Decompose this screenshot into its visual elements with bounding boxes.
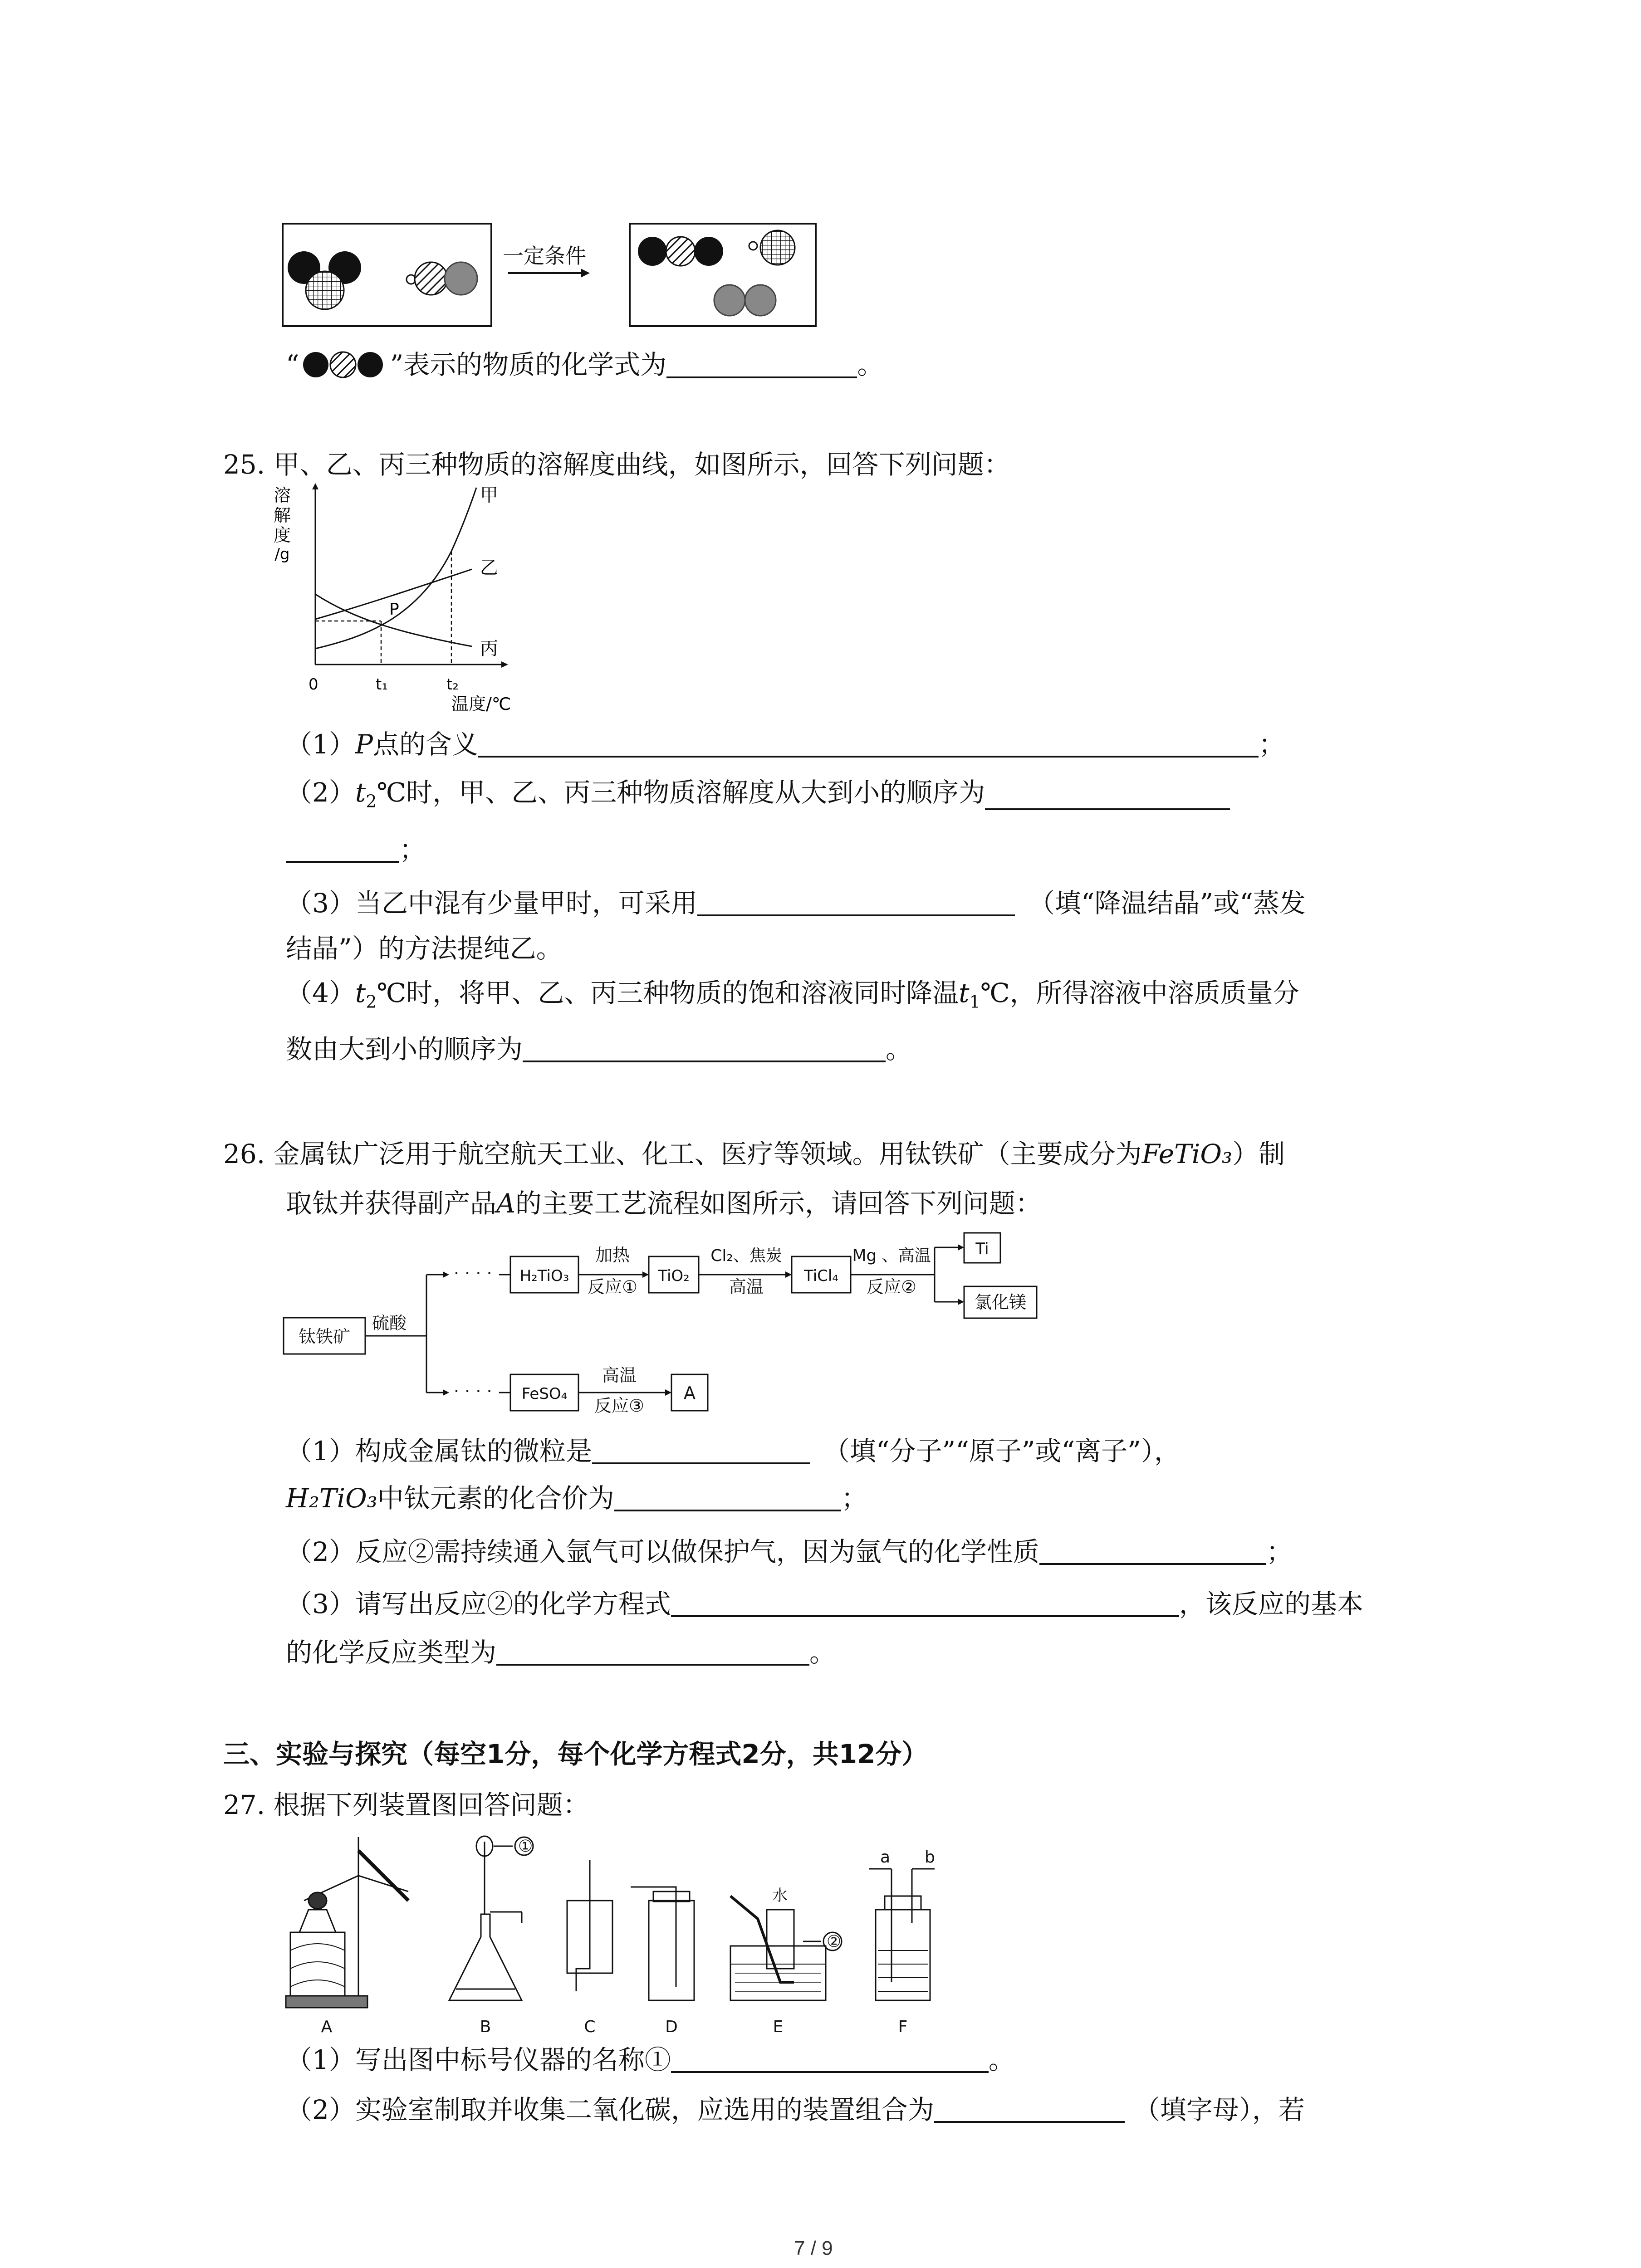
label-E: E [773, 2018, 784, 2036]
flow-a: A [684, 1383, 696, 1403]
answer-blank[interactable] [1039, 1538, 1266, 1565]
flow-r2: 反应② [866, 1277, 917, 1297]
answer-blank[interactable] [592, 1437, 810, 1464]
page-number: 7 / 9 [794, 2237, 833, 2259]
port-a: a [880, 1848, 891, 1867]
curve-jia [315, 488, 476, 649]
answer-blank[interactable] [286, 836, 399, 863]
label-F: F [898, 2018, 908, 2036]
label-C: C [584, 2018, 596, 2036]
q26-line2: 取钛并获得副产品A的主要工艺流程如图所示，请回答下列问题： [286, 1188, 1042, 1219]
origin-label: 0 [309, 675, 318, 694]
water-label: 水 [772, 1887, 788, 1905]
q27-intro: 27. 根据下列装置图回答问题： [223, 1789, 589, 1820]
tick-t1: t₁ [376, 675, 388, 694]
q26-s2: （2）反应②需持续通入氩气可以做保护气，因为氩气的化学性质 ； [286, 1536, 1293, 1567]
flow-mg: Mg 、高温 [852, 1246, 931, 1265]
series-label-yi: 乙 [480, 557, 498, 578]
q25-s3-cont: 结晶”）的方法提纯乙。 [286, 933, 563, 964]
marker-1: ① [518, 1837, 533, 1856]
flow-heat: 加热 [595, 1245, 630, 1265]
svg-text:解: 解 [273, 505, 291, 525]
q25-s1: （1）P点的含义 ； [286, 729, 1285, 760]
q25-intro: 25. 甲、乙、丙三种物质的溶解度曲线，如图所示，回答下列问题： [223, 449, 1010, 480]
answer-blank[interactable] [478, 730, 1259, 758]
chart-xlabel: 温度/℃ [451, 694, 511, 714]
q24-line: “ ”表示的物质的化学式为 。 [286, 349, 884, 380]
q25-s4: $(4)t_2℃$时，将甲、乙、丙三种物质的饱和溶液同时降温$t_1℃$，所得溶液中溶质质量分 [286, 978, 1299, 1012]
answer-blank[interactable] [523, 1035, 886, 1062]
label-A: A [321, 2018, 333, 2036]
titanium-process-flowchart [281, 1229, 1089, 1420]
tick-t2: t₂ [446, 675, 459, 694]
flow-tio2: TiO₂ [658, 1267, 690, 1285]
q26-line1: 26. 金属钛广泛用于航空航天工业、化工、医疗等领域。用钛铁矿（主要成分为FeTiO₃）制 [223, 1139, 1285, 1169]
answer-blank[interactable] [934, 2096, 1125, 2123]
q25-s2: $(2)t_2℃$时，甲、乙、丙三种物质溶解度从大到小的顺序为 [286, 779, 1230, 810]
answer-blank[interactable] [985, 783, 1230, 810]
svg-text:/g: /g [274, 545, 290, 563]
answer-blank[interactable] [614, 1484, 841, 1511]
q25-s3: （3）当乙中混有少量甲时，可采用 （填“降温结晶”或“蒸发 [286, 888, 1306, 919]
q26-s3-cont: 的化学反应类型为 。 [286, 1637, 836, 1668]
label-B: B [480, 2018, 491, 2036]
flow-feso4: FeSO₄ [521, 1385, 568, 1403]
answer-blank[interactable] [666, 351, 857, 378]
flow-r3: 反应③ [594, 1396, 645, 1416]
molecule-reaction-figure [281, 222, 821, 331]
point-p: P [389, 600, 399, 619]
q27-s2: （2）实验室制取并收集二氧化碳，应选用的装置组合为 （填字母），若 [286, 2094, 1305, 2125]
reaction-condition-label: 一定条件 [503, 244, 586, 268]
q25-s4-cont: 数由大到小的顺序为 。 [286, 1034, 912, 1065]
flow-acid: 硫酸 [372, 1313, 407, 1333]
flow-mgcl2: 氯化镁 [974, 1292, 1027, 1312]
flow-high-temp: 高温 [729, 1277, 764, 1297]
flow-r1: 反应① [587, 1277, 638, 1297]
flow-cl2: Cl₂、焦炭 [710, 1246, 782, 1265]
answer-blank[interactable] [671, 1590, 1179, 1617]
chart-ylabel: 溶 [273, 485, 291, 505]
label-D: D [665, 2018, 678, 2036]
svg-text:· · · ·: · · · · [454, 1381, 492, 1401]
flow-high-temp2: 高温 [602, 1365, 637, 1385]
series-label-bing: 丙 [480, 638, 498, 659]
answer-blank[interactable] [697, 889, 1015, 916]
port-b: b [925, 1848, 935, 1867]
answer-blank[interactable] [671, 2046, 989, 2073]
flow-ticl4: TiCl₄ [804, 1267, 838, 1285]
flow-ti: Ti [975, 1240, 989, 1258]
answer-blank[interactable] [496, 1638, 809, 1666]
flow-ore: 钛铁矿 [298, 1327, 351, 1347]
q27-s1: （1）写出图中标号仪器的名称① 。 [286, 2044, 1015, 2075]
molecule-icon [299, 349, 390, 378]
flow-h2tio3: H₂TiO₃ [519, 1267, 569, 1285]
marker-2: ② [827, 1932, 842, 1951]
q26-s1: （1）构成金属钛的微粒是 （填“分子”“原子”或“离子”）， [286, 1436, 1181, 1466]
lab-apparatus-figure [277, 1833, 1003, 2041]
series-label-jia: 甲 [480, 485, 498, 506]
q26-s1-cont: H₂TiO₃中钛元素的化合价为 ； [286, 1483, 867, 1514]
q26-s3: （3）请写出反应②的化学方程式 ，该反应的基本 [286, 1589, 1363, 1619]
solubility-chart [272, 483, 526, 719]
section-title: 三、实验与探究（每空1分，每个化学方程式2分，共12分） [223, 1739, 928, 1769]
q25-s2-cont: ； [286, 836, 426, 863]
svg-text:· · · ·: · · · · [454, 1263, 492, 1283]
svg-text:度: 度 [273, 525, 291, 545]
